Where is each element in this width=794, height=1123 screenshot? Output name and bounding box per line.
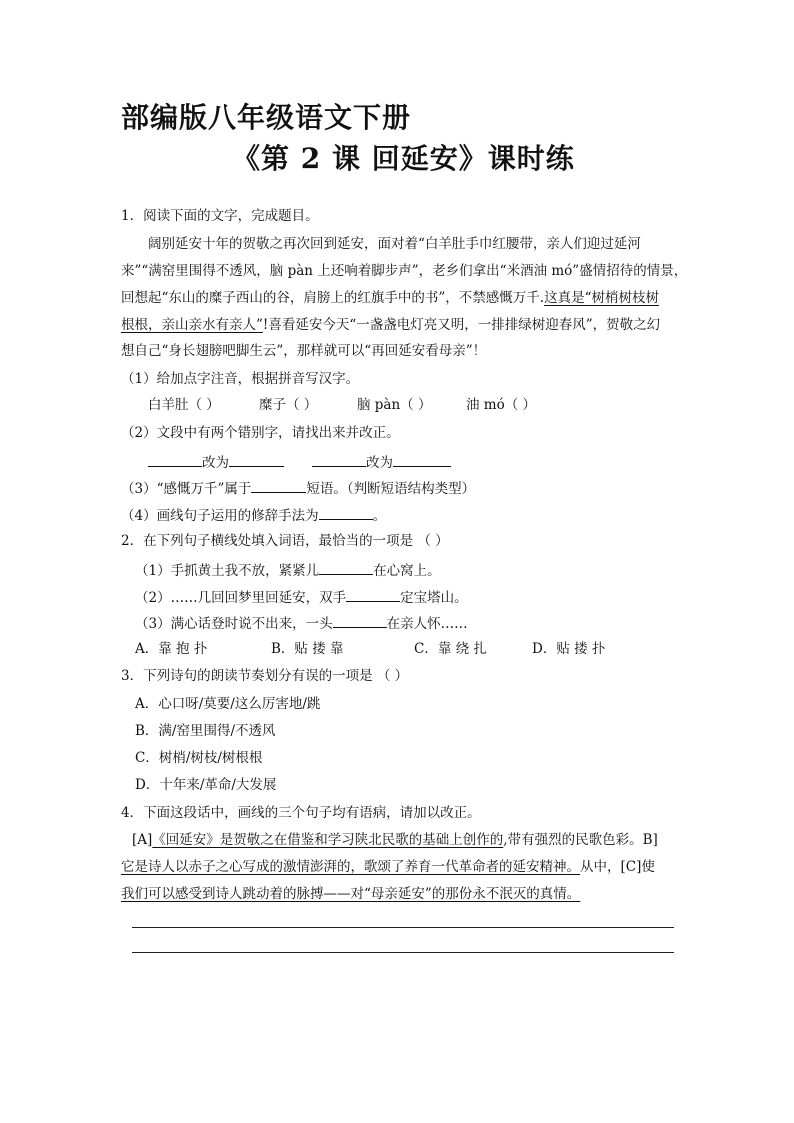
q3-option-c[interactable]: C．树梢/树枝/树根根 (135, 750, 263, 766)
lesson-title: 《第 2 课 回延安》课时练 (232, 142, 575, 175)
q2-option-d[interactable]: D．贴 搂 扑 (532, 641, 606, 657)
q2-sentence: （3）满心话登时说不出来，一头 在亲人怀…… (135, 613, 468, 633)
answer-blank[interactable] (346, 587, 400, 602)
q3-option-b[interactable]: B．满/窑里围得/不透风 (135, 723, 276, 739)
q2-option-b[interactable]: B．贴 搂 靠 (271, 641, 344, 657)
change-to-label: 改为 (366, 455, 393, 471)
q2-option-a[interactable]: A．靠 抱 扑 (135, 641, 208, 657)
q1-sub2: （2）文段中有两个错别字，请找出来并改正。 (121, 425, 400, 441)
q1-passage-text: 回想起“东山的糜子西山的谷，肩膀上的红旗手中的书”，不禁感慨万千. (121, 290, 545, 306)
q1-passage-line: 阔别延安十年的贺敬之再次回到延安，面对着“白羊肚手巾红腰带，亲人们迎过延河 (148, 236, 641, 252)
answer-blank[interactable] (333, 613, 387, 628)
pinyin-item: 糜子（ ） (259, 397, 318, 413)
q1-sub3: （3）“感慨万千”属于 短语。（判断短语结构类型） (121, 478, 475, 498)
q1-sub1: （1）给加点字注音，根据拼音写汉字。 (121, 371, 360, 387)
q4-paragraph-line (121, 885, 580, 903)
q1-passage-line: 想自己“身长翅膀吧脚生云”，那样就可以“再回延安看母亲”！ (121, 343, 487, 359)
sentence-marker: [A] (132, 832, 153, 848)
q1-stem: 1．阅读下面的文字，完成题目。 (121, 208, 319, 224)
q1-passage-line (121, 316, 660, 334)
q2-option-c[interactable]: C．靠 绕 扎 (414, 641, 487, 657)
answer-blank[interactable] (319, 505, 373, 520)
q3-option-d[interactable]: D．十年来/革命/大发展 (135, 777, 277, 793)
q1-underlined-sentence: 这真是“树梢树枝树 (544, 290, 659, 306)
answer-blank[interactable] (229, 452, 284, 467)
q1-passage-line: 来”“满窑里围得不透风，脑 pàn 上还响着脚步声”，老乡们拿出“米酒油 mó”盛情招待的情景， (121, 263, 688, 279)
q4-underlined-sentence-a: 《回延安》是贺敬之在借鉴和学习陕北民歌的基础上创作的 (152, 832, 504, 848)
q2-sentence: （1）手抓黄土我不放，紧紧儿 在心窝上。 (135, 560, 441, 580)
answer-blank[interactable] (251, 478, 306, 493)
answer-line[interactable] (132, 927, 674, 928)
q1-sub4: （4）画线句子运用的修辞手法为 。 (121, 505, 386, 525)
q4-stem: 4．下面这段话中，画线的三个句子均有语病，请加以改正。 (121, 805, 481, 821)
pinyin-item: 白羊肚（ ） (148, 397, 220, 413)
typo-fix-row (148, 452, 451, 472)
q2-sentence: （2）……几回回梦里回延安，双手 定宝塔山。 (135, 587, 468, 607)
pinyin-item: 油 mó（ ） (466, 397, 537, 413)
q3-option-a[interactable]: A．心口呀/莫要/这么厉害地/跳 (135, 696, 321, 712)
q1-underlined-sentence-end: 根根，亲山亲水有亲人” (121, 317, 263, 333)
pinyin-item: 脑 pàn（ ） (357, 397, 432, 413)
q3-stem: 3．下列诗句的朗读节奏划分有误的一项是 （ ） (121, 668, 409, 684)
answer-line[interactable] (132, 952, 674, 953)
q4-paragraph-line: [A]《回延安》是贺敬之在借鉴和学习陕北民歌的基础上创作的,带有强烈的民歌色彩。B] (132, 832, 658, 848)
answer-blank[interactable] (319, 560, 373, 575)
answer-blank[interactable] (312, 452, 366, 467)
worksheet-title: 部编版八年级语文下册 (121, 101, 412, 134)
q4-underlined-sentence-c: 我们可以感受到诗人跳动着的脉搏——对“母亲延安”的那份永不泯灭的真情。 (121, 886, 581, 902)
answer-blank[interactable] (148, 452, 202, 467)
q1-passage-text: !喜看延安今天“一盏盏电灯亮又明，一排排绿树迎春风”，贺敬之幻 (262, 317, 661, 333)
q4-underlined-sentence-b: 它是诗人以赤子之心写成的激情澎湃的，歌颂了养育一代革命者的延安精神。 (121, 859, 580, 875)
change-to-label: 改为 (202, 455, 229, 471)
q1-passage-line (121, 289, 659, 307)
q2-stem: 2．在下列句子横线处填入词语，最恰当的一项是 （ ） (121, 533, 449, 549)
q4-paragraph-line: 它是诗人以赤子之心写成的激情澎湃的，歌颂了养育一代革命者的延安精神。从中，[C]使 (121, 859, 655, 875)
answer-blank[interactable] (393, 452, 451, 467)
